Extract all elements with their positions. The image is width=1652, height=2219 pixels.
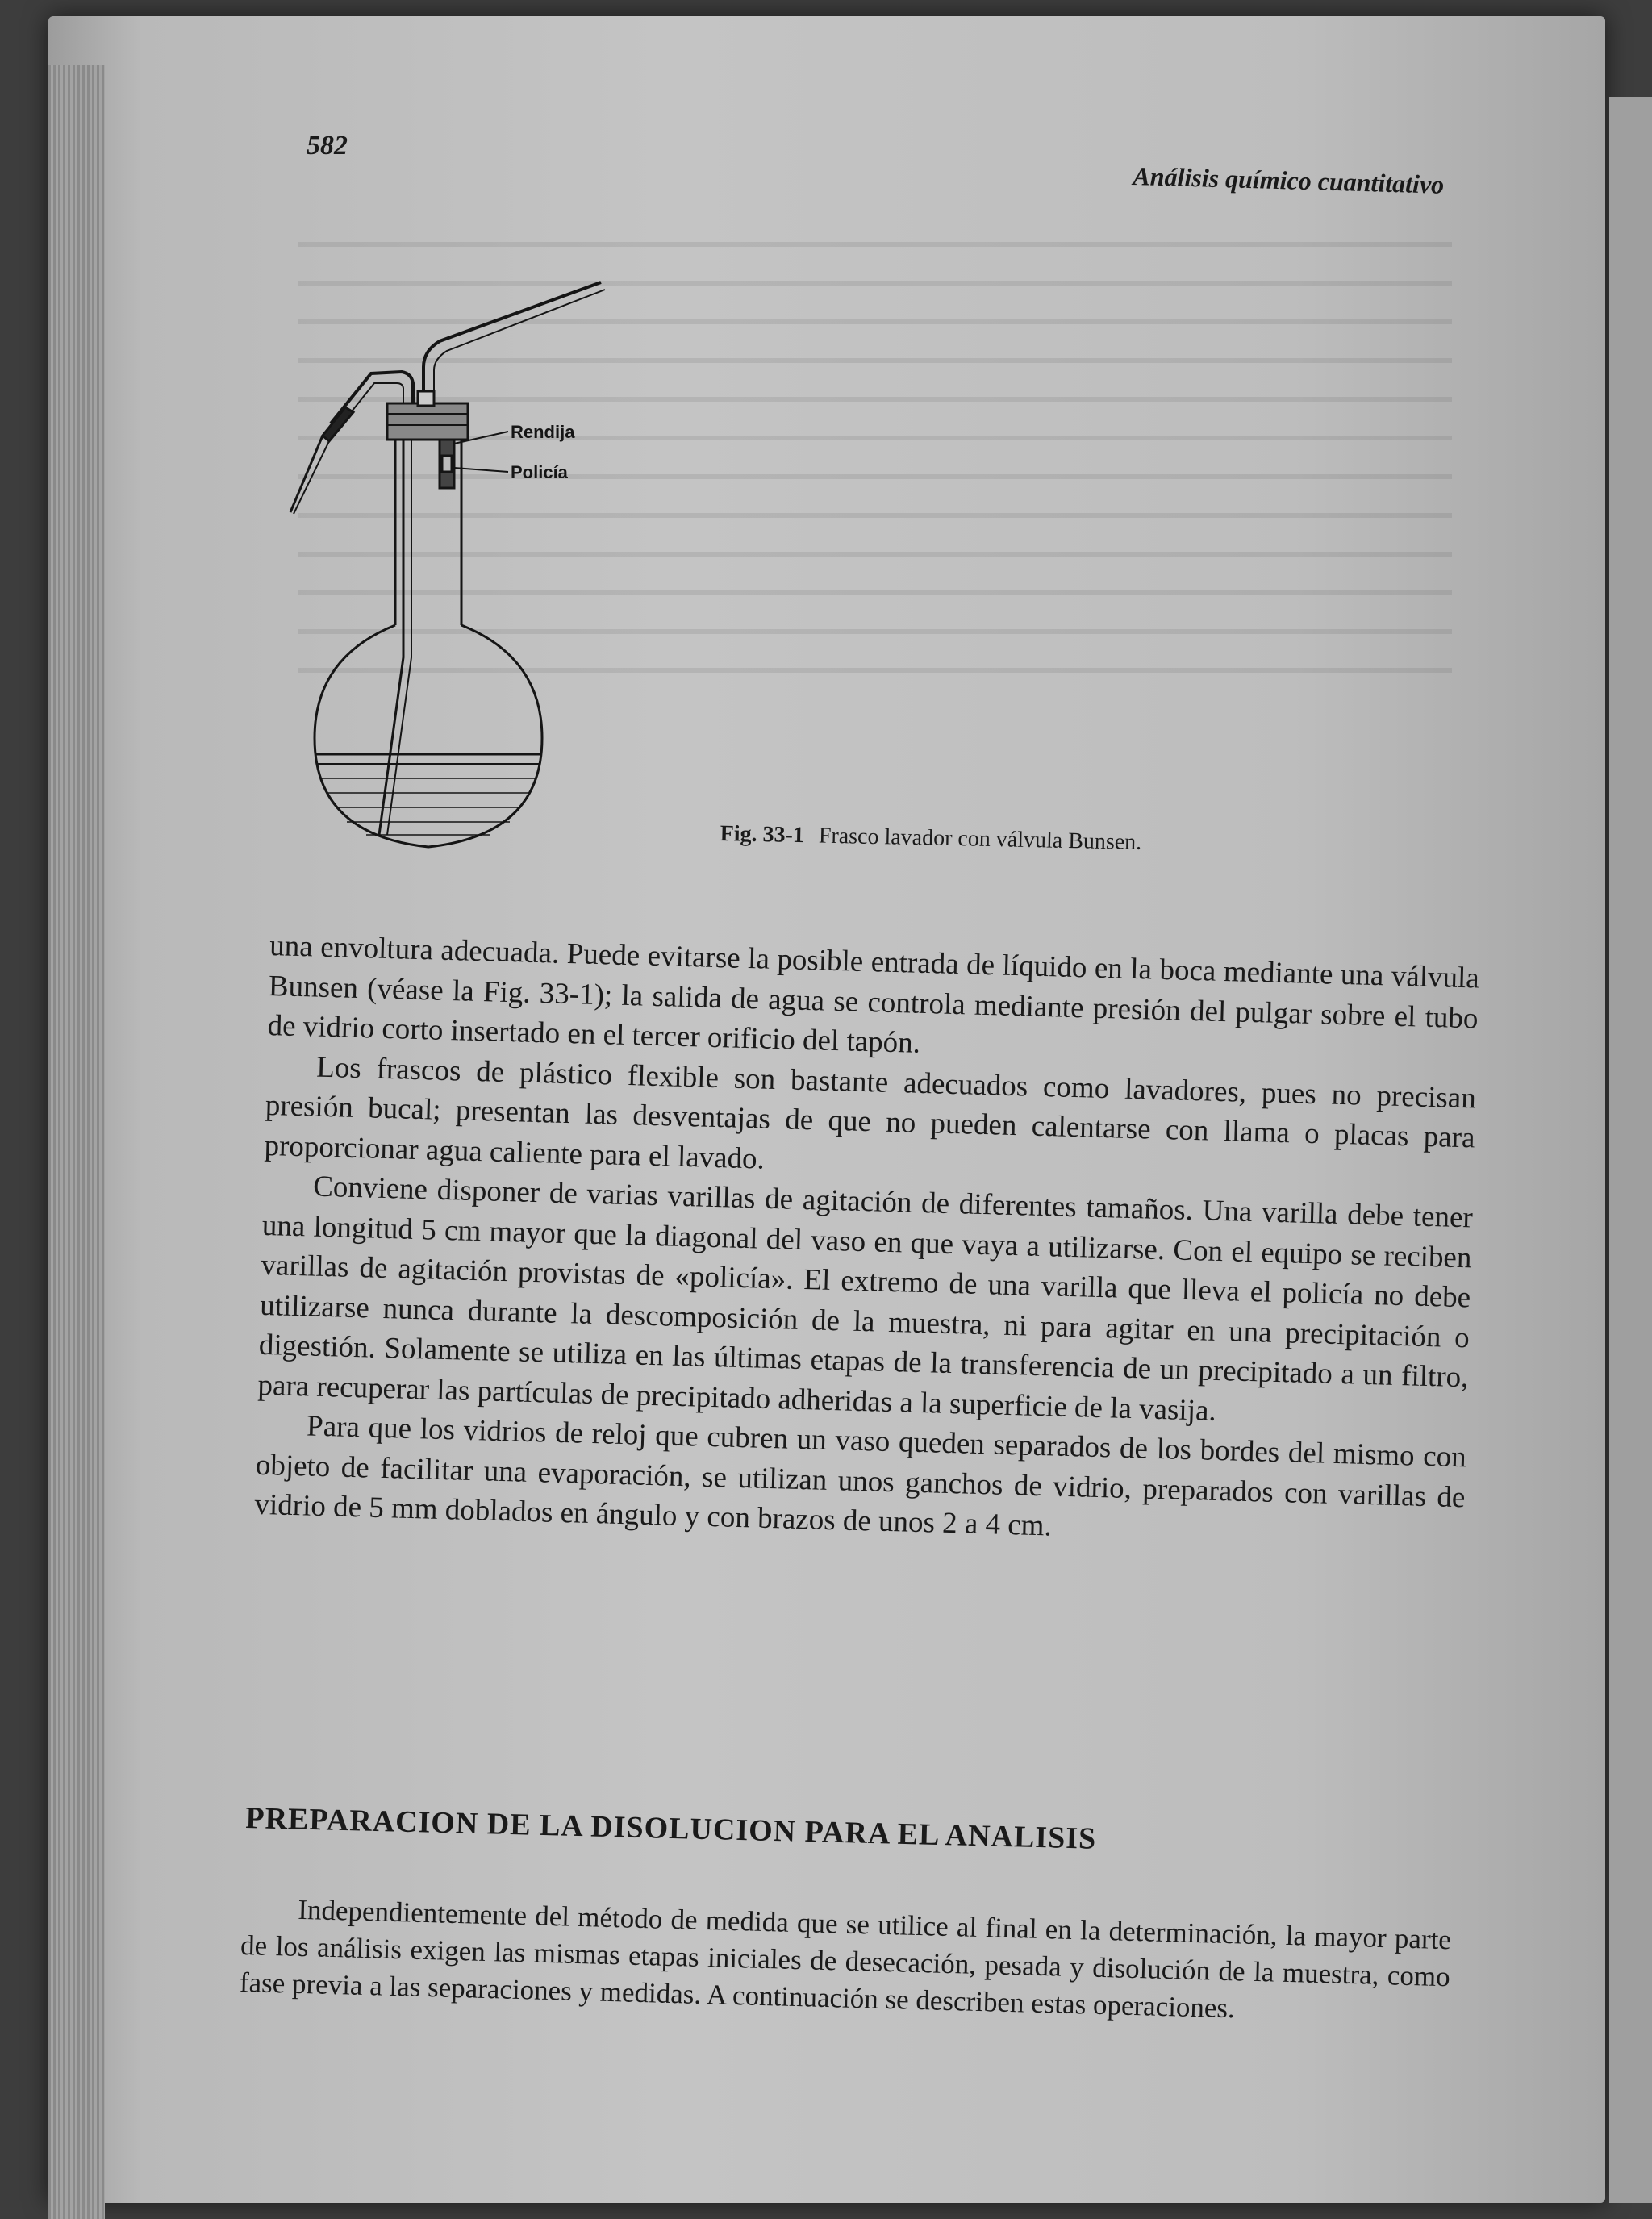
section-heading: PREPARACION DE LA DISOLUCION PARA EL ANALISIS	[244, 1800, 1097, 1856]
wash-bottle-illustration	[282, 270, 621, 859]
figure-caption-text: Frasco lavador con válvula Bunsen.	[818, 823, 1142, 855]
paragraph: una envoltura adecuada. Puede evitarse la posible entrada de líquido en la boca mediante una válvula Bunsen (véase la Fig. 33-1); la salida de agua se controla mediante presión del pulgar sobre el tubo de vidrio corto insertado en el tercer orificio del tapón.	[267, 928, 1480, 1060]
page-number: 582	[307, 131, 348, 161]
figure-number: Fig. 33-1	[720, 821, 805, 849]
paragraph: Independientemente del método de medida que se utilice al final en la determinación, la mayor parte de los análisis exigen las mismas etapas iniciales de desecación, pesada y disolución de la muestra, como fase previa a las separaciones y medidas. A continuación se describen estas operaciones.	[239, 1893, 1452, 2025]
paragraph: Conviene disponer de varias varillas de agitación de diferentes tamaños. Una varilla debe tener una longitud 5 cm mayor que la diagonal del vaso en que vaya a utilizarse. Con el equipo se reciben varillas de agitación provistas de «policía». El extremo de una varilla que lleva el policía no debe utilizarse nunca durante la descomposición de la muestra, ni para agitar en una precipitación o digestión. Solamente se utiliza en las últimas etapas de la transferencia de un precipitado a un filtro, para recuperar las partículas de precipitado adheridas a la superficie de la vasija.	[257, 1170, 1474, 1428]
paragraph: Los frascos de plástico flexible son bastante adecuados como lavadores, pues no precisan presión bucal; presentan las desventajas de que no pueden calentarse con llama o placas para proporcionar agua caliente para el lavado.	[264, 1050, 1477, 1176]
body-text	[254, 926, 1480, 1558]
facing-page-edge	[1609, 97, 1652, 2203]
paragraph: Para que los vidrios de reloj que cubren un vaso queden separados de los bordes del mismo con objeto de facilitar una evaporación, se utilizan unos ganchos de vidrio, preparados con varillas de vidrio de 5 mm doblados en ángulo y con brazos de unos 2 a 4 cm.	[254, 1409, 1467, 1543]
page-stack-edge	[48, 65, 105, 2219]
running-head: Análisis químico cuantitativo	[1132, 161, 1445, 199]
label-policia: Policía	[511, 462, 568, 482]
label-rendija: Rendija	[511, 422, 575, 442]
